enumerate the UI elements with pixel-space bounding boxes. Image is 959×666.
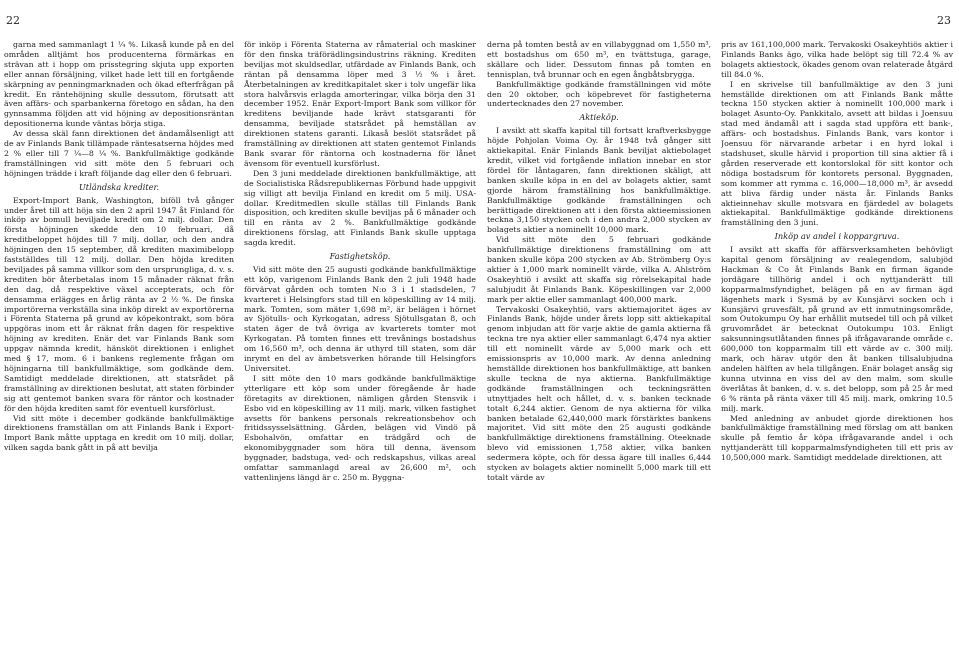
left-column-1: [4, 40, 234, 660]
paragraph: Med anledning av anbudet gjorde direktionen hos bankfullmäktige framställning med förslag om att banken skulle på femtio år köpa ifrågavarande andel i och nyttjanderätt till kopparmalmsfyndigheten till ett pris av 10,500,000 mark. Samtidigt meddelade direktionen, att: [721, 413, 953, 463]
section-heading: Fastighetsköp.: [329, 251, 391, 262]
right-column-1: [487, 40, 711, 660]
page-number-right: 23: [937, 14, 951, 27]
paragraph: I en skrivelse till banfullmäktige av den 3 juni hemställde direktionen om att Finlands Bank måtte teckna 150 stycken aktier à nominellt 100,000 mark i bolaget Asunto-Oy. Pankkitalo, avsett att bildas i Joensuu stad med ändamål att i sagda stad uppföra ett bank-, affärs- och bostadshus. Finlands Bank, vars kontor i Joensuu för närvarande arbetar i en hyrd lokal i stadshuset, skulle härvid i proportion till sina aktier få i gården reserverade ett kontorslokal för sitt kontor och nödiga bostadsrum för kontorets personal. Byggnaden, som kommer att rymma c. 16,000—18,000 m³, är avsedd att bliva färdig under nästa år. Finlands Banks aktieinnehav skulle motsvara en fjärdedel av bolagets aktiekapital. Bankfullmäktige godkände direktionens framställning den 3 juni.: [721, 79, 953, 228]
section-heading: Inköp av andel i koppargruva.: [774, 231, 900, 242]
paragraph: Vid sitt möte i december godkände bankfullmäktige direktionens framställan om att Finlands Bank i Export-Import Bank måtte upptaga en kredit om 10 milj. dollar, vilken sagda bank gått in på att bevilja: [4, 413, 234, 453]
paragraph: Av dessa skäl fann direktionen det ändamålsenligt att de av Finlands Bank tillämpade räntesatserna höjdes med 2 % eller till 7 ¼—8 ¼ %. Bankfullmäktige godkände framställningen vid sitt möte den 5 februari och höjningen trädde i kraft följande dag eller den 6 februari.: [4, 129, 234, 178]
right-column-2: [721, 40, 953, 660]
paragraph: pris av 161,100,000 mark. Tervakoski Osakeyhtiös aktier i Finlands Banks ägo, vilka hade belöpt sig till 72.4 % av bolagets aktiestock, ökades genom ovan relaterade åtgärd till 84.0 %.: [721, 40, 953, 79]
paragraph: Export-Import Bank, Washington, biföll två gånger under året till att höja sin den 2 april 1947 åt Finland för inköp av bomull beviljade kredit om 2 milj. dollar. Den första höjningen skedde den 10 februari, då kreditbeloppet höjdes till 7 milj. dollar, och den andra höjningen den 15 september, då krediten maximibelopp fastställdes till 12 milj. dollar. Den höjda krediten beviljades på samma villkor som den ursprungliga, d. v. s. krediten bör återbetalas inom 15 månader räknat från den dag, då respektive växel accepterats, och för densamma erlägges en årlig ränta av 2 ½ %. De finska importörerna verkställa sina inköp direkt av exportörerna i Förenta Staterna på grund av köpekontrakt, som böra uppgöras inom ett år räknat från dagen för respektive höjning av krediten. Enär det var Finlands Bank som uppgav nämnda kredit, hänsköt direktionen i enlighet med § 17, mom. 6 i bankens reglemente frågan om höjningarna till bankfullmäktige, som godkände dem. Samtidigt meddelade direktionen, att statsrådet på framställning av direktionen beslutat, att staten förbinder sig att gentemot banken svara för räntor och kostnader för den höjda krediten samt för eventuell kursförlust.: [4, 195, 234, 413]
paragraph: I avsikt att skaffa kapital till fortsatt kraftverksbygge höjde Pohjolan Voima Oy. år 1948 två gånger sitt aktiekapital. Enär Finlands Bank beviljat aktiebolaget kredit, vilket vid fortgående inflation innebar en stor fördel för låntagaren, fann direktionen skäligt, att banken skulle köpa in en del av bolagets aktier, samt gjorde härom framställning hos bankfullmäktige. Bankfullmäktige godkände framställningen och berättigade direktionen att i den första aktieemissionen teckna 3,150 stycken och i den andra 2,000 stycken av bolagets aktier a nominellt 10,000 mark.: [487, 126, 711, 235]
paragraph: Vid sitt möte den 25 augusti godkände bankfullmäktige ett köp, varigenom Finlands Bank den 2 juli 1948 hade förvärvat gården och tomten N:o 3 i 1 stadsdelen, 7 kvarteret i Helsingfors stad till en köpeskilling av 14 milj. mark. Tomten, som mäter 1,698 m², är belägen i hörnet av Sjötulls- och Kyrkogatan, adress Sjötullsgatan 8, och staten äger de två övriga av kvarterets tomter mot Kyrkogatan. På tomten finnes ett trevånings bostadshus om 16,560 m³, och denna är uthyrd till staten, som där inrymt en del av ämbetsverken hörande till Helsingfors Universitet.: [244, 264, 476, 373]
paragraph: Vid sitt möte den 5 februari godkände bankfullmäktige direktionens framställning om att banken skulle köpa 200 stycken av Ab. Strömberg Oy:s aktier à 1,000 mark nominellt värde, vilka A. Ahlström Osakeyhtiö i avsikt att skaffa sig rörelsekapital hade salubjudit åt Finlands Bank. Köpeskillingen var 2,000 mark per aktie eller sammanlagt 400,000 mark.: [487, 235, 711, 304]
paragraph: för inköp i Förenta Staterna av råmaterial och maskiner för den finska träförädlingsindustrins räkning. Krediten beviljas mot skuldsedlar, utfärdade av Finlands Bank, och räntan på densamma löper med 3 ½ % i året. Återbetalningen av kreditkapitalet sker i tolv ungefär lika stora halvårsvis erlagda amorteringar, vilka börja den 31 december 1952. Enär Export-Import Bank som villkor för kreditens beviljande hade krävt statsgaranti för densamma, beviljade statsrådet på hemställan av direktionen statens garanti. Likaså beslöt statsrådet på framställning av direktionen att staten gentemot Finlands Bank svarar för räntorna och kostnaderna för lånet ävensom för eventuell kursförlust.: [244, 40, 476, 168]
paragraph: Tervakoski Osakeyhtiö, vars aktiemajoritet äges av Finlands Bank, höjde under årets lopp sitt aktiekapital genom inbjudan att för varje aktie de gamla aktierna få teckna tre nya aktier eller sammanlagt 6,474 nya aktier till ett nominellt värde av 5,000 mark och ett emissionspris av 10,000 mark. Av denna anledning hemställde direktionen hos bankfullmäktige, att banken skulle teckna de nya aktierna. Bankfullmäktige godkände framställningen och teckningsrätten utnyttjades helt och hållet, d. v. s. banken tecknade totalt 6,244 aktier. Genom de nya aktierna för vilka banken betalade 62,440,000 mark förstärktes bankens majoritet. Vid sitt möte den 25 augusti godkände bankfullmäktige direktionens framställning. Oteeknade blevo vid emissionen 1,758 aktier, vilka banken sedermera köpte, och för dessa ägare till inalles 6,444 stycken av bolagets aktier nominellt 5,000 mark till ett totalt värde av: [487, 304, 711, 482]
paragraph: Den 3 juni meddelade direktionen bankfullmäktige, att de Socialistiska Rådsrepublikernas Förbund hade uppgivit sig villigt att bevilja Finland en kredit om 5 milj. USA-dollar. Kreditmedlen skulle ställas till Finlands Bank disposition, och krediten skulle beviljas på 6 månader och till en ränta av 2 %. Bankfullmäktige godkände direktionens förslag, att Finlands Bank skulle upptaga sagda kredit.: [244, 168, 476, 248]
paragraph: I avsikt att skaffa för affärsverksamheten behövligt kapital genom försäljning av realegendom, salubjöd Hackman & Co åt Finlands Bank en firman ägande jordägare tillhörig andel i och nyttjanderätt till kopparmalmsfyndighet, belägen på en av firman ägd lägenhets mark i Sysmä by av Kunsjärvi socken och i Kunsjärvi gruvesfält, på grund av ett inmutningsområde, som Outokumpu Oy har erhållit mutsedel till och på vilket gruvområdet är betecknat Outokumpu 103. Enligt saksunningsutlåtanden finnes på ifrågavarande område c. 600,000 ton kopparmalm till ett värde av c. 300 milj. mark, och härav utgör den åt banken tillsalubjudna andelen hälften av hela tillgången. Enär bolaget ansåg sig kunna utvinna en viss del av den malm, som skulle överlåtas åt banken, d. v. s. det belopp, som på 25 år med 6 % ränta på ränta växer till 45 milj. mark, omkring 10.5 milj. mark.: [721, 245, 953, 413]
paragraph: I sitt möte den 10 mars godkände bankfullmäktige ytterligare ett köp som under föregående år hade företagits av direktionen, nämligen gården Stensvik i Esbo vid en köpeskilling av 11 milj. mark, vilken fastighet avsetts för bankens personals rekreationsbehov och fritidssysselsättning. Gården, belägen vid Vindö på Esbohalvön, omfattar en trädgård och de ekonomibyggnader som höra till denna, ävensom byggnader, badstuga, ved- och redskapshus, vilkas areal omfattar sammanlagd areal av 26,600 m², och vattenlinjens längd är c. 250 m. Byggna-: [244, 373, 476, 482]
page-number-left: 22: [6, 14, 20, 27]
section-heading: Aktieköp.: [579, 112, 619, 123]
section-heading: Utländska krediter.: [78, 181, 160, 192]
paragraph: derna på tomten bestå av en villabyggnad om 1,550 m³, ett bostadshus om 650 m³, en tvättstuga, garage, skällare och lider. Dessutom finnas på tomten en tennisplan, två brunnar och en egen ångbåtsbrygga.: [487, 40, 711, 79]
paragraph: Bankfullmäktige godkände framställningen vid möte den 20 oktober, och köpebrevet för fastigheterna undertecknades den 27 november.: [487, 79, 711, 109]
paragraph: garna med sammanlagt 1 ¼ %. Likaså kunde på en del områden alltjämt hos producenterna förmärkas en strävan att i hopp om prisstegring skjuta upp exporten eller annan försäljning, vilket hade lett till en fortgående skärpning av penningmarknaden och ökad efterfrågan på kredit. En räntehöjning skulle dessutom, förutsatt att även affärs- och sparbankerna företogo en sådan, ha den gynnsamma följden att vid höjning av depositionsräntan depositionerna kunde väntas börja stiga.: [4, 40, 234, 129]
left-column-2: [244, 40, 476, 660]
right-page: [481, 0, 959, 666]
